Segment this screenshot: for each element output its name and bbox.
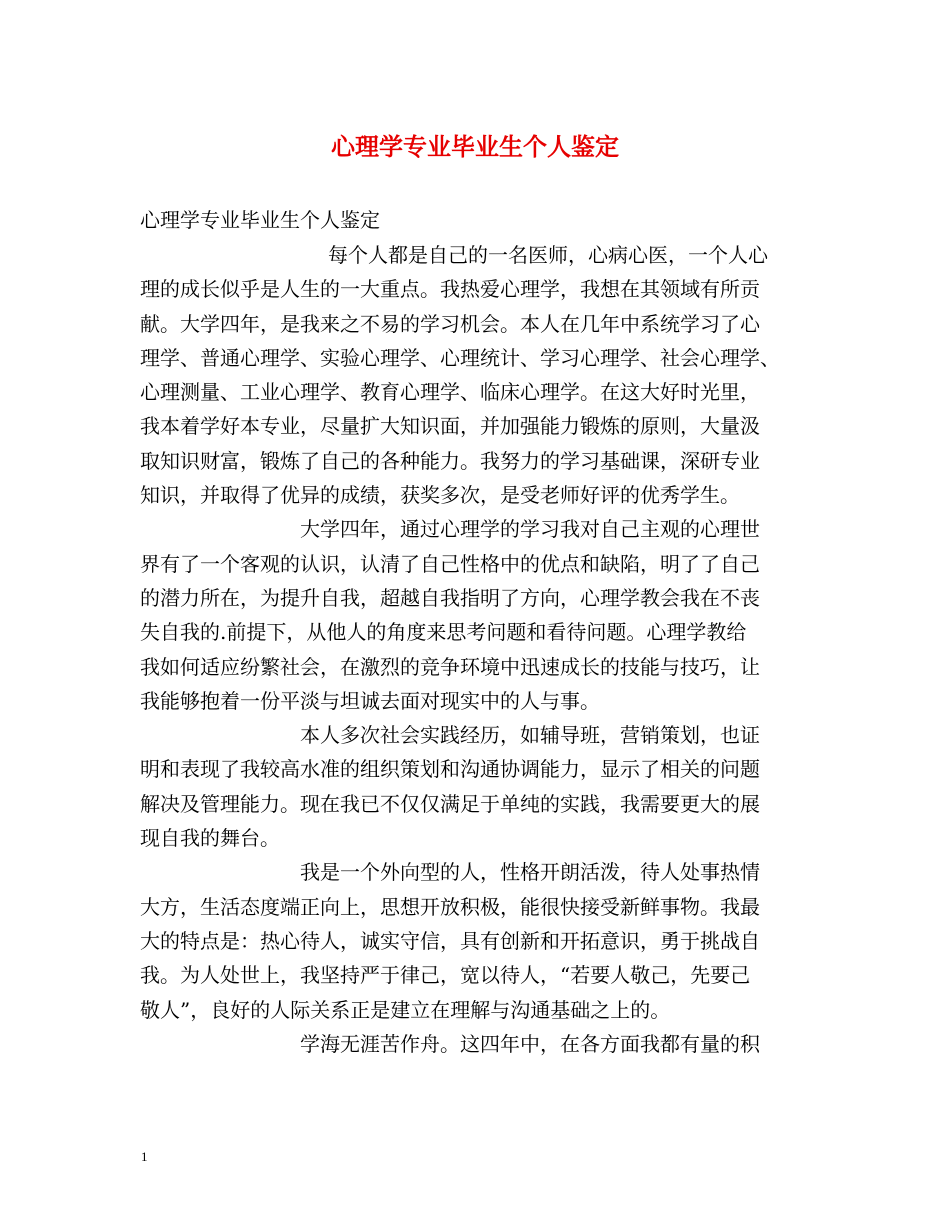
body-line: 献。大学四年，是我来之不易的学习机会。本人在几年中系统学习了心 (140, 311, 760, 336)
body-line: 知识，并取得了优异的成绩，获奖多次，是受老师好评的优秀学生。 (140, 483, 740, 508)
body-line: 理学、普通心理学、实验心理学、心理统计、学习心理学、社会心理学、 (140, 345, 780, 370)
body-line: 失自我的.前提下，从他人的角度来思考问题和看待问题。心理学教给 (140, 620, 747, 645)
body-line: 敬人”，良好的人际关系正是建立在理解与沟通基础之上的。 (140, 997, 671, 1022)
body-line: 我本着学好本专业，尽量扩大知识面，并加强能力锻炼的原则，大量汲 (140, 414, 760, 439)
body-line: 界有了一个客观的认识，认清了自己性格中的优点和缺陷，明了了自己 (140, 551, 760, 576)
body-line: 取知识财富，锻炼了自己的各种能力。我努力的学习基础课，深研专业 (140, 448, 760, 473)
body-line: 大的特点是：热心待人，诚实守信，具有创新和开拓意识，勇于挑战自 (140, 928, 760, 953)
body-line: 心理测量、工业心理学、教育心理学、临床心理学。在这大好时光里， (140, 380, 760, 405)
body-line: 的潜力所在，为提升自我，超越自我指明了方向，心理学教会我在不丧 (140, 585, 760, 610)
document-heading: 心理学专业毕业生个人鉴定 (140, 208, 380, 232)
body-line: 我能够抱着一份平淡与坦诚去面对现实中的人与事。 (140, 688, 600, 713)
page-number: 1 (141, 1149, 148, 1164)
body-line: 我是一个外向型的人，性格开朗活泼，待人处事热情 (300, 860, 760, 885)
page-title: 心理学专业毕业生个人鉴定 (331, 132, 619, 161)
body-line: 学海无涯苦作舟。这四年中，在各方面我都有量的积 (300, 1031, 760, 1056)
body-line: 理的成长似乎是人生的一大重点。我热爱心理学，我想在其领域有所贡 (140, 277, 760, 302)
body-line: 我。为人处世上，我坚持严于律己，宽以待人，“若要人敬己，先要己 (140, 963, 751, 988)
body-line: 大方，生活态度端正向上，思想开放积极，能很快接受新鲜事物。我最 (140, 894, 760, 919)
body-line: 我如何适应纷繁社会，在激烈的竞争环境中迅速成长的技能与技巧，让 (140, 654, 760, 679)
body-line: 现自我的舞台。 (140, 826, 280, 851)
document-body (140, 238, 840, 1061)
body-line: 明和表现了我较高水准的组织策划和沟通协调能力，显示了相关的问题 (140, 757, 760, 782)
body-line: 每个人都是自己的一名医师，心病心医，一个人心 (328, 243, 768, 267)
body-line: 大学四年，通过心理学的学习我对自己主观的心理世 (300, 517, 760, 542)
body-line: 解决及管理能力。现在我已不仅仅满足于单纯的实践，我需要更大的展 (140, 791, 760, 816)
body-line: 本人多次社会实践经历，如辅导班，营销策划，也证 (300, 723, 760, 748)
